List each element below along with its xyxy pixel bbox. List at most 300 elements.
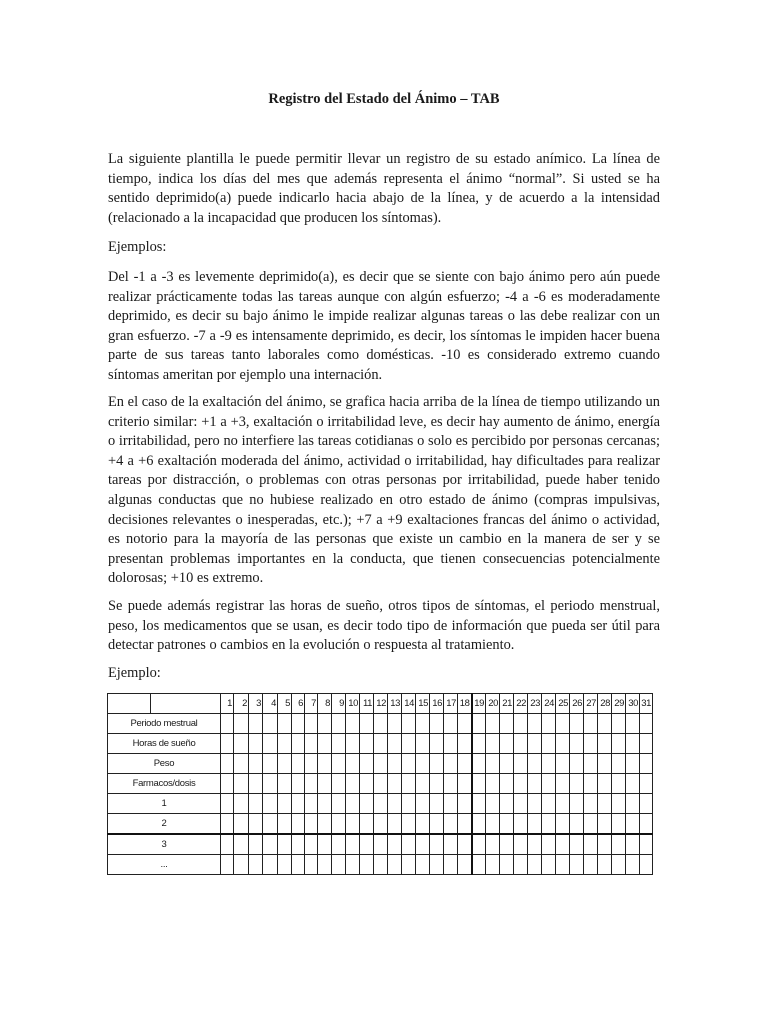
day-entry-cell (570, 774, 584, 794)
day-entry-cell (249, 714, 263, 734)
day-header-cell: 5 (278, 694, 292, 714)
day-entry-cell (388, 754, 402, 774)
day-entry-cell (388, 794, 402, 814)
day-entry-cell (416, 754, 430, 774)
day-header-cell: 9 (332, 694, 346, 714)
day-entry-cell (570, 714, 584, 734)
day-entry-cell (374, 734, 388, 754)
day-entry-cell (278, 754, 292, 774)
table-header-row (108, 694, 653, 714)
day-entry-cell (360, 794, 374, 814)
day-entry-cell (598, 814, 612, 835)
day-entry-cell (514, 855, 528, 875)
day-entry-cell (444, 734, 458, 754)
day-entry-cell (528, 714, 542, 734)
day-entry-cell (528, 734, 542, 754)
day-entry-cell (402, 794, 416, 814)
day-entry-cell (430, 814, 444, 835)
day-entry-cell (360, 774, 374, 794)
day-entry-cell (612, 855, 626, 875)
day-entry-cell (486, 814, 500, 835)
day-entry-cell (444, 714, 458, 734)
day-entry-cell (486, 714, 500, 734)
examples-label: Ejemplos: (108, 239, 167, 255)
day-entry-cell (360, 814, 374, 835)
day-entry-cell (528, 834, 542, 855)
day-entry-cell (500, 714, 514, 734)
day-entry-cell (640, 754, 653, 774)
day-entry-cell (318, 814, 332, 835)
day-entry-cell (263, 734, 278, 754)
day-entry-cell (388, 834, 402, 855)
day-entry-cell (640, 814, 653, 835)
day-entry-cell (332, 754, 346, 774)
day-entry-cell (528, 754, 542, 774)
day-entry-cell (500, 754, 514, 774)
day-header-cell: 14 (402, 694, 416, 714)
day-entry-cell (263, 754, 278, 774)
day-entry-cell (305, 794, 318, 814)
day-entry-cell (278, 794, 292, 814)
day-entry-cell (278, 734, 292, 754)
day-entry-cell (374, 754, 388, 774)
day-entry-cell (332, 814, 346, 835)
day-entry-cell (458, 814, 472, 835)
day-entry-cell (458, 734, 472, 754)
day-entry-cell (234, 774, 249, 794)
day-entry-cell (332, 834, 346, 855)
day-entry-cell (221, 794, 234, 814)
day-entry-cell (612, 794, 626, 814)
row-label-cell: Horas de sueño (108, 734, 221, 754)
day-entry-cell (360, 834, 374, 855)
depression-scale-paragraph: Del -1 a -3 es levemente deprimido(a), es decir que se siente con bajo ánimo pero aún puede realizar prácticamente todas las tareas aunque con algún esfuerzo; -4 a -6 es moderadamente deprimido, es decir su bajo ánimo le impide realizar algunas tareas o las debe realizar con un gran esfuerzo. -7 a -9 es intensamente deprimido, es decir, los síntomas le impiden hacer buena parte de sus tareas tanto laborales como domésticas. -10 es considerado extremo cuando síntomas ameritan por ejemplo una internación. (108, 269, 660, 383)
day-entry-cell (388, 855, 402, 875)
day-entry-cell (514, 834, 528, 855)
day-entry-cell (612, 754, 626, 774)
day-header-cell: 1 (221, 694, 234, 714)
day-entry-cell (374, 714, 388, 734)
day-header-cell: 16 (430, 694, 444, 714)
day-entry-cell (318, 834, 332, 855)
row-label-cell: Periodo mestrual (108, 714, 221, 734)
day-entry-cell (430, 754, 444, 774)
table-row (108, 834, 653, 855)
day-entry-cell (458, 754, 472, 774)
day-entry-cell (458, 855, 472, 875)
day-entry-cell (584, 834, 598, 855)
day-header-cell: 27 (584, 694, 598, 714)
day-entry-cell (542, 754, 556, 774)
day-entry-cell (346, 714, 360, 734)
day-entry-cell (263, 774, 278, 794)
day-entry-cell (472, 734, 486, 754)
day-entry-cell (374, 794, 388, 814)
day-entry-cell (472, 814, 486, 835)
day-entry-cell (221, 774, 234, 794)
day-entry-cell (234, 814, 249, 835)
row-label-cell: 1 (108, 794, 221, 814)
day-entry-cell (402, 774, 416, 794)
day-entry-cell (472, 834, 486, 855)
day-entry-cell (374, 834, 388, 855)
day-entry-cell (305, 814, 318, 835)
day-entry-cell (292, 855, 305, 875)
day-entry-cell (416, 834, 430, 855)
day-entry-cell (472, 855, 486, 875)
day-entry-cell (626, 754, 640, 774)
day-entry-cell (292, 754, 305, 774)
day-entry-cell (542, 834, 556, 855)
day-entry-cell (584, 714, 598, 734)
day-entry-cell (305, 855, 318, 875)
day-entry-cell (472, 714, 486, 734)
day-entry-cell (626, 714, 640, 734)
day-entry-cell (388, 714, 402, 734)
day-entry-cell (500, 834, 514, 855)
day-entry-cell (346, 855, 360, 875)
day-header-cell: 22 (514, 694, 528, 714)
day-entry-cell (486, 734, 500, 754)
day-entry-cell (542, 734, 556, 754)
table-row (108, 814, 653, 835)
day-header-cell: 2 (234, 694, 249, 714)
day-entry-cell (416, 794, 430, 814)
day-entry-cell (486, 774, 500, 794)
day-header-cell: 20 (486, 694, 500, 714)
day-entry-cell (584, 734, 598, 754)
day-entry-cell (500, 814, 514, 835)
day-entry-cell (626, 794, 640, 814)
day-entry-cell (556, 794, 570, 814)
day-entry-cell (500, 734, 514, 754)
day-entry-cell (458, 714, 472, 734)
day-entry-cell (640, 855, 653, 875)
day-entry-cell (444, 855, 458, 875)
day-entry-cell (402, 834, 416, 855)
day-entry-cell (346, 794, 360, 814)
day-entry-cell (221, 754, 234, 774)
day-entry-cell (556, 774, 570, 794)
day-entry-cell (626, 774, 640, 794)
day-entry-cell (263, 855, 278, 875)
day-entry-cell (486, 754, 500, 774)
day-header-cell: 12 (374, 694, 388, 714)
day-entry-cell (234, 754, 249, 774)
day-entry-cell (612, 814, 626, 835)
day-entry-cell (486, 794, 500, 814)
day-entry-cell (486, 855, 500, 875)
day-entry-cell (305, 834, 318, 855)
day-entry-cell (221, 855, 234, 875)
day-header-cell: 13 (388, 694, 402, 714)
document-title: Registro del Estado del Ánimo – TAB (268, 91, 500, 107)
day-entry-cell (612, 714, 626, 734)
day-entry-cell (221, 814, 234, 835)
day-entry-cell (318, 734, 332, 754)
day-entry-cell (556, 754, 570, 774)
day-entry-cell (542, 855, 556, 875)
header-blank-cell (108, 694, 151, 714)
exaltation-scale-paragraph: En el caso de la exaltación del ánimo, se grafica hacia arriba de la línea de tiempo utilizando un criterio similar: +1 a +3, exaltación o irritabilidad leve, es decir hay aumento de ánimo, energía o irritabilidad, pero no interfiere las tareas cotidianas o solo es percibido por personas cercanas; +4 a +6 exaltación moderada del ánimo, actividad o irritabilidad, hay dificultades para realizar tareas por distracción, o problemas con otras personas por irritabilidad, puede haber tenido algunas conductas que no hubiese realizado en otro estado de ánimo (compras impulsivas, decisiones relevantes o inesperadas, etc.); +7 a +9 exaltaciones francas del ánimo o actividad, es notorio para la mayoría de las personas que existe un cambio en la manera de ser y se presentan problemas importantes en la conducta, que tienen consecuencias potencialmente dolorosas; +10 es extremo. (108, 394, 660, 587)
day-entry-cell (444, 794, 458, 814)
day-entry-cell (640, 734, 653, 754)
day-entry-cell (332, 794, 346, 814)
day-entry-cell (444, 834, 458, 855)
day-entry-cell (570, 734, 584, 754)
day-entry-cell (598, 734, 612, 754)
day-header-cell: 18 (458, 694, 472, 714)
intro-paragraph: La siguiente plantilla le puede permitir llevar un registro de su estado anímico. La línea de tiempo, indica los días del mes que además representa el ánimo “normal”. Si usted se ha sentido deprimido(a) puede indicarlo hacia abajo de la línea, y de acuerdo a la intensidad (relacionado a la incapacidad que producen los síntomas). (108, 151, 660, 226)
day-entry-cell (402, 754, 416, 774)
day-entry-cell (234, 794, 249, 814)
day-entry-cell (221, 714, 234, 734)
day-entry-cell (346, 814, 360, 835)
day-entry-cell (346, 834, 360, 855)
day-entry-cell (472, 754, 486, 774)
day-entry-cell (598, 774, 612, 794)
row-label-cell: 3 (108, 834, 221, 855)
day-entry-cell (305, 754, 318, 774)
day-entry-cell (305, 774, 318, 794)
day-entry-cell (346, 774, 360, 794)
day-entry-cell (263, 794, 278, 814)
row-label-cell: 2 (108, 814, 221, 835)
day-entry-cell (626, 814, 640, 835)
day-entry-cell (556, 714, 570, 734)
day-entry-cell (360, 734, 374, 754)
day-entry-cell (318, 754, 332, 774)
day-entry-cell (584, 774, 598, 794)
day-entry-cell (444, 754, 458, 774)
day-entry-cell (444, 814, 458, 835)
mood-record-table (107, 693, 653, 875)
day-entry-cell (332, 855, 346, 875)
day-entry-cell (612, 734, 626, 754)
day-entry-cell (626, 734, 640, 754)
day-entry-cell (486, 834, 500, 855)
day-entry-cell (528, 774, 542, 794)
day-entry-cell (360, 754, 374, 774)
day-entry-cell (584, 814, 598, 835)
day-entry-cell (542, 814, 556, 835)
day-entry-cell (612, 774, 626, 794)
day-header-cell: 3 (249, 694, 263, 714)
day-entry-cell (570, 754, 584, 774)
additional-records-paragraph: Se puede además registrar las horas de sueño, otros tipos de síntomas, el periodo menstrual, peso, los medicamentos que se usan, es decir todo tipo de información que pueda ser útil para detectar patrones o cambios en la evolución o respuesta al tratamiento. (108, 598, 660, 654)
day-entry-cell (458, 774, 472, 794)
day-entry-cell (318, 774, 332, 794)
day-entry-cell (430, 855, 444, 875)
day-entry-cell (528, 855, 542, 875)
day-entry-cell (500, 794, 514, 814)
day-entry-cell (570, 814, 584, 835)
table-row (108, 794, 653, 814)
day-entry-cell (249, 814, 263, 835)
day-entry-cell (444, 774, 458, 794)
day-entry-cell (430, 834, 444, 855)
day-header-cell: 17 (444, 694, 458, 714)
day-entry-cell (249, 794, 263, 814)
day-entry-cell (234, 834, 249, 855)
day-entry-cell (640, 834, 653, 855)
table-row (108, 734, 653, 754)
day-header-cell: 29 (612, 694, 626, 714)
day-entry-cell (514, 814, 528, 835)
day-entry-cell (346, 734, 360, 754)
day-header-cell: 19 (472, 694, 486, 714)
day-entry-cell (458, 834, 472, 855)
day-entry-cell (416, 814, 430, 835)
day-entry-cell (430, 734, 444, 754)
day-entry-cell (221, 734, 234, 754)
day-entry-cell (402, 855, 416, 875)
day-entry-cell (556, 834, 570, 855)
day-entry-cell (374, 774, 388, 794)
day-entry-cell (263, 834, 278, 855)
day-entry-cell (598, 834, 612, 855)
day-entry-cell (584, 794, 598, 814)
day-entry-cell (542, 774, 556, 794)
day-entry-cell (249, 834, 263, 855)
day-entry-cell (332, 774, 346, 794)
table-row (108, 855, 653, 875)
day-entry-cell (416, 734, 430, 754)
day-entry-cell (278, 834, 292, 855)
day-entry-cell (278, 714, 292, 734)
day-entry-cell (556, 814, 570, 835)
day-entry-cell (612, 834, 626, 855)
day-entry-cell (416, 714, 430, 734)
header-blank-cell (151, 694, 221, 714)
day-entry-cell (318, 855, 332, 875)
day-entry-cell (221, 834, 234, 855)
day-entry-cell (556, 734, 570, 754)
day-entry-cell (249, 855, 263, 875)
day-entry-cell (430, 794, 444, 814)
day-entry-cell (528, 794, 542, 814)
day-entry-cell (374, 814, 388, 835)
day-entry-cell (584, 855, 598, 875)
day-entry-cell (598, 794, 612, 814)
day-entry-cell (472, 794, 486, 814)
day-header-cell: 10 (346, 694, 360, 714)
day-entry-cell (640, 774, 653, 794)
example-label: Ejemplo: (108, 665, 161, 681)
day-entry-cell (542, 714, 556, 734)
day-entry-cell (249, 774, 263, 794)
day-entry-cell (570, 855, 584, 875)
day-entry-cell (318, 714, 332, 734)
day-entry-cell (416, 855, 430, 875)
day-header-cell: 6 (292, 694, 305, 714)
day-entry-cell (402, 814, 416, 835)
day-header-cell: 8 (318, 694, 332, 714)
table-row (108, 714, 653, 734)
day-entry-cell (292, 714, 305, 734)
day-entry-cell (292, 734, 305, 754)
day-entry-cell (292, 774, 305, 794)
day-entry-cell (263, 714, 278, 734)
day-entry-cell (318, 794, 332, 814)
day-entry-cell (388, 814, 402, 835)
day-entry-cell (514, 794, 528, 814)
day-header-cell: 31 (640, 694, 653, 714)
day-entry-cell (234, 714, 249, 734)
day-entry-cell (249, 754, 263, 774)
day-header-cell: 21 (500, 694, 514, 714)
day-entry-cell (292, 814, 305, 835)
day-entry-cell (278, 774, 292, 794)
day-entry-cell (430, 714, 444, 734)
day-header-cell: 7 (305, 694, 318, 714)
day-entry-cell (360, 714, 374, 734)
day-entry-cell (626, 855, 640, 875)
day-entry-cell (514, 754, 528, 774)
day-entry-cell (542, 794, 556, 814)
day-entry-cell (514, 714, 528, 734)
day-entry-cell (332, 714, 346, 734)
table-row (108, 774, 653, 794)
day-entry-cell (528, 814, 542, 835)
day-entry-cell (500, 855, 514, 875)
day-entry-cell (598, 855, 612, 875)
day-entry-cell (292, 794, 305, 814)
day-entry-cell (640, 714, 653, 734)
day-entry-cell (640, 794, 653, 814)
day-entry-cell (263, 814, 278, 835)
day-entry-cell (305, 734, 318, 754)
day-entry-cell (598, 754, 612, 774)
day-entry-cell (249, 734, 263, 754)
day-header-cell: 11 (360, 694, 374, 714)
day-entry-cell (584, 754, 598, 774)
day-entry-cell (234, 855, 249, 875)
row-label-cell: ... (108, 855, 221, 875)
day-header-cell: 26 (570, 694, 584, 714)
day-entry-cell (278, 814, 292, 835)
day-entry-cell (332, 734, 346, 754)
day-entry-cell (500, 774, 514, 794)
row-label-cell: Peso (108, 754, 221, 774)
day-entry-cell (514, 734, 528, 754)
day-entry-cell (374, 855, 388, 875)
day-header-cell: 4 (263, 694, 278, 714)
day-entry-cell (472, 774, 486, 794)
day-entry-cell (388, 774, 402, 794)
day-header-cell: 24 (542, 694, 556, 714)
day-entry-cell (570, 834, 584, 855)
row-label-cell: Farmacos/dosis (108, 774, 221, 794)
day-header-cell: 30 (626, 694, 640, 714)
day-entry-cell (556, 855, 570, 875)
table-row (108, 754, 653, 774)
day-entry-cell (416, 774, 430, 794)
day-entry-cell (570, 794, 584, 814)
day-entry-cell (626, 834, 640, 855)
day-entry-cell (360, 855, 374, 875)
day-header-cell: 15 (416, 694, 430, 714)
day-entry-cell (278, 855, 292, 875)
day-entry-cell (598, 714, 612, 734)
day-entry-cell (402, 714, 416, 734)
day-entry-cell (430, 774, 444, 794)
day-header-cell: 28 (598, 694, 612, 714)
day-header-cell: 23 (528, 694, 542, 714)
day-entry-cell (388, 734, 402, 754)
day-entry-cell (234, 734, 249, 754)
day-entry-cell (292, 834, 305, 855)
